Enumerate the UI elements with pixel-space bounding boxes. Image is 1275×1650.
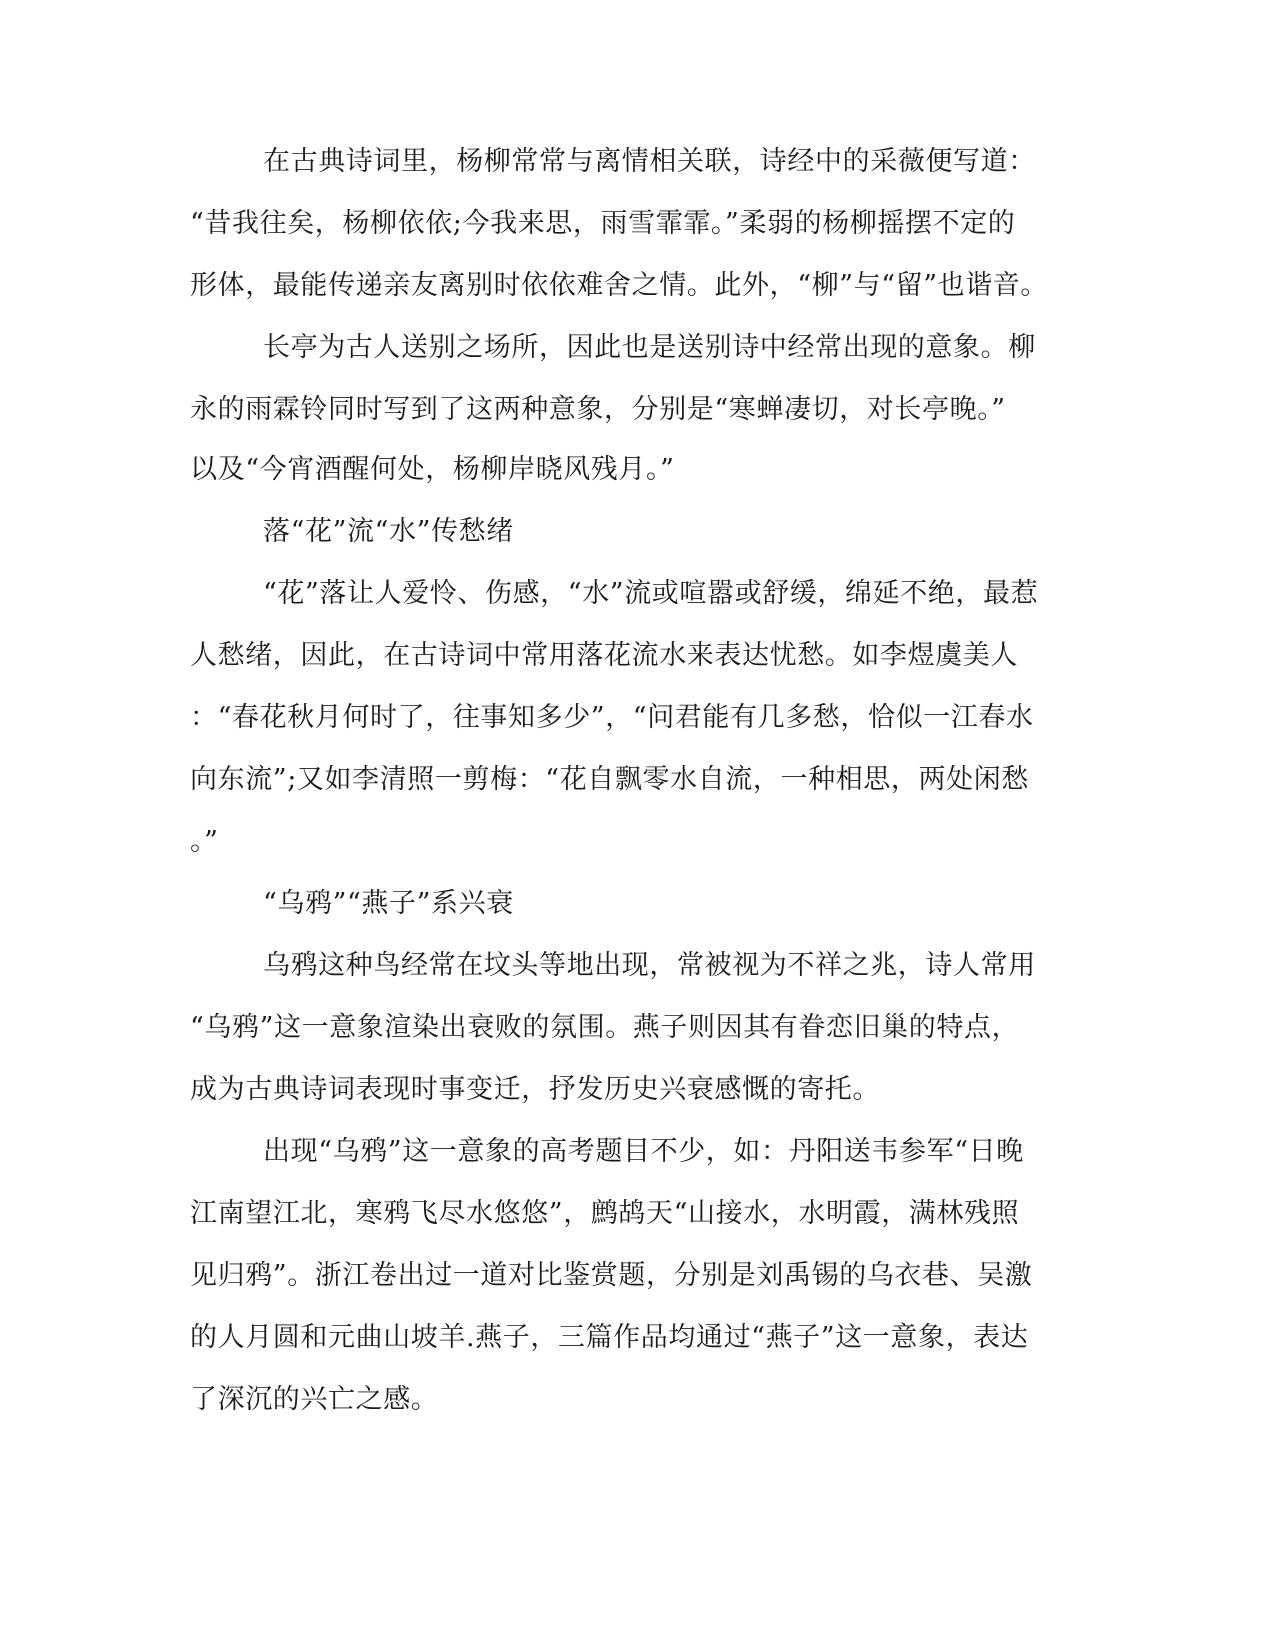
text-line: 永的雨霖铃同时写到了这两种意象，分别是“寒蝉凄切，对长亭晚。” <box>190 394 1006 425</box>
text-line: 江南望江北，寒鸦飞尽水悠悠”，鹧鸪天“山接水，水明霞，满林残照 <box>190 1198 1020 1229</box>
text-line: 成为古典诗词表现时事变迁，抒发历史兴衰感慨的寄托。 <box>190 1074 880 1105</box>
text-line: “乌鸦”这一意象渲染出衰败的氛围。燕子则因其有眷恋旧巢的特点， <box>190 1012 1020 1043</box>
text-line: 长亭为古人送别之场所，因此也是送别诗中经常出现的意象。柳 <box>263 332 1036 363</box>
text-line: 的人月圆和元曲山坡羊.燕子，三篇作品均通过“燕子”这一意象，表达 <box>190 1322 1029 1353</box>
text-line: 在古典诗词里，杨柳常常与离情相关联，诗经中的采薇便写道： <box>263 146 1036 177</box>
text-line: “花”落让人爱怜、伤感，“水”流或喧嚣或舒缓，绵延不绝，最惹 <box>263 578 1039 609</box>
section-heading: 落“花”流“水”传愁绪 <box>263 516 514 547</box>
section-heading: “乌鸦”“燕子”系兴衰 <box>263 888 514 919</box>
text-line: “昔我往矣，杨柳依依;今我来思，雨雪霏霏。”柔弱的杨柳摇摆不定的 <box>190 208 1016 239</box>
text-line: 了深沉的兴亡之感。 <box>190 1384 439 1415</box>
text-line: 以及“今宵酒醒何处，杨柳岸晓风残月。” <box>190 454 675 485</box>
text-line: 向东流”;又如李清照一剪梅：“花自飘零水自流，一种相思，两处闲愁 <box>190 764 1029 795</box>
text-line: 出现“乌鸦”这一意象的高考题目不少，如：丹阳送韦参军“日晚 <box>263 1136 1024 1167</box>
text-line: 人愁绪，因此，在古诗词中常用落花流水来表达忧愁。如李煜虞美人 <box>190 640 1018 671</box>
text-line: 形体，最能传递亲友离别时依依难舍之情。此外，“柳”与“留”也谐音。 <box>190 270 1049 301</box>
text-line: ：“春花秋月何时了，往事知多少”，“问君能有几多愁，恰似一江春水 <box>190 702 1034 733</box>
text-line: 。” <box>190 826 219 857</box>
text-line: 见归鸦”。浙江卷出过一道对比鉴赏题，分别是刘禹锡的乌衣巷、吴激 <box>190 1260 1033 1291</box>
text-line: 乌鸦这种鸟经常在坟头等地出现，常被视为不祥之兆，诗人常用 <box>263 950 1036 981</box>
